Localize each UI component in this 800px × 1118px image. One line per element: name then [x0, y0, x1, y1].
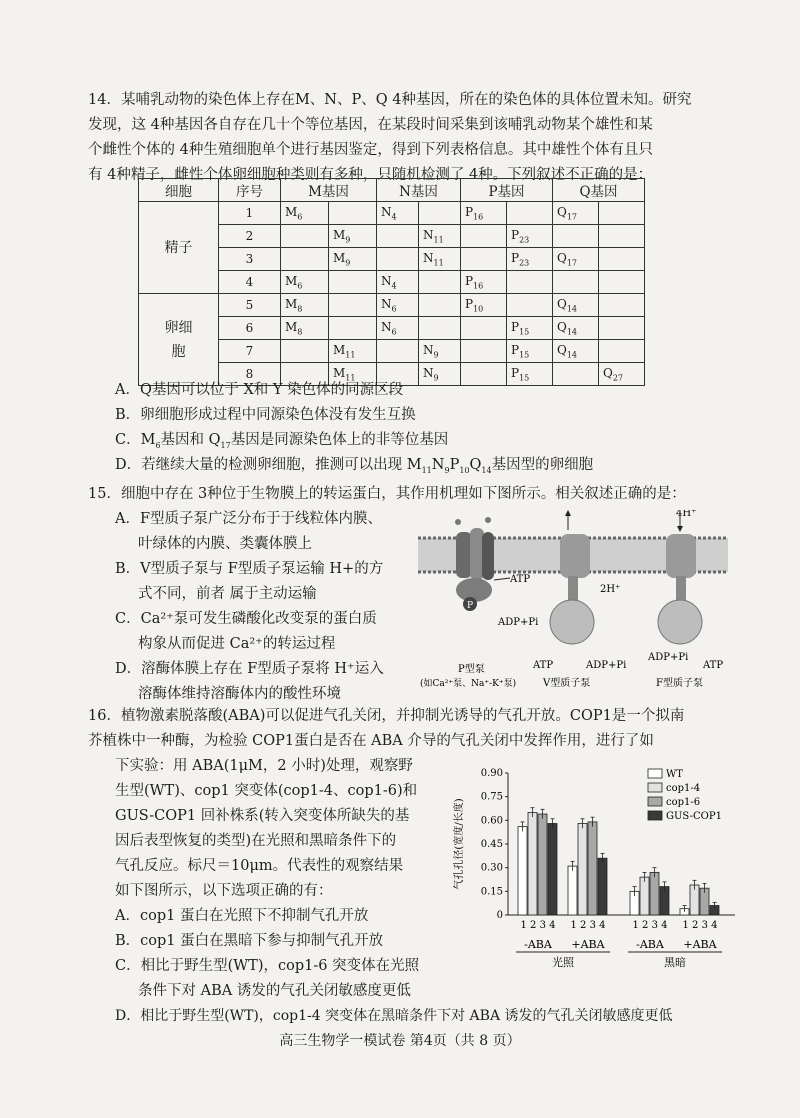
header-cell: M基因 — [281, 179, 377, 202]
header-cell: Q基因 — [553, 179, 645, 202]
q16-option-b[interactable]: B．cop1 蛋白在黑暗下参与抑制气孔开放 — [115, 933, 384, 949]
group-sperm: 精子 — [139, 202, 219, 294]
bar-cop1-4 — [528, 812, 537, 915]
table-row — [139, 202, 645, 225]
q15-option-b-cont: 式不同，前者 属于主动运输 — [138, 586, 317, 602]
gene-cell — [419, 202, 461, 225]
gene-cell — [281, 271, 329, 294]
y-tick-label: 0.60 — [480, 815, 503, 827]
sub-part: 11 — [421, 465, 432, 475]
gene-cell — [419, 271, 461, 294]
gene-letter: M — [333, 365, 346, 380]
gene-cell — [599, 202, 645, 225]
gene-cell — [507, 202, 553, 225]
q14-line: 14．某哺乳动物的染色体上存在M、N、P、Q 4种基因，所在的染色体的具体位置未知。研究 — [88, 92, 692, 108]
q16-option-c-cont: 条件下对 ABA 诱发的气孔关闭敏感度更低 — [138, 983, 411, 999]
gene-cell — [419, 363, 461, 386]
gene-subscript: 4 — [391, 212, 397, 222]
v-type-pump-shape — [550, 510, 594, 644]
p-pump-label: P型泵 — [458, 664, 485, 675]
gene-letter: Q — [557, 296, 567, 311]
group-label: -ABA — [636, 938, 664, 951]
v-pump-atp: ATP — [533, 660, 554, 671]
gene-subscript: 23 — [519, 235, 530, 245]
legend-swatch — [648, 797, 662, 806]
p-pump-example: (如Ca²⁺泵、Na⁺-K⁺泵) — [420, 679, 517, 689]
q15-option-c-cont: 构象从而促进 Ca²⁺的转运过程 — [138, 636, 336, 652]
text-part: 基因型的卵细胞 — [491, 457, 594, 473]
gene-cell — [507, 248, 553, 271]
gene-letter: P — [465, 296, 474, 311]
q15-stem: 15．细胞中存在 3种位于生物膜上的转运蛋白，其作用机理如下图所示。相关叙述正确的是： — [88, 486, 686, 502]
legend-swatch — [648, 811, 662, 820]
gene-cell — [377, 248, 419, 271]
f-pump-label: F型质子泵 — [656, 678, 703, 689]
gene-letter: P — [465, 273, 474, 288]
gene-subscript: 6 — [391, 304, 397, 314]
gene-cell — [377, 271, 419, 294]
gene-subscript: 6 — [391, 327, 397, 337]
q16-line: GUS-COP1 回补株系(转入突变体所缺失的基 — [115, 808, 410, 824]
f-pump-adp: ADP+Pi — [648, 652, 689, 663]
legend-swatch — [648, 769, 662, 778]
p-pump-atp: ATP — [510, 574, 531, 585]
gene-cell — [281, 225, 329, 248]
sub-part: 14 — [481, 465, 492, 475]
gene-cell — [553, 340, 599, 363]
gene-letter: M — [333, 227, 346, 242]
sub-part: 10 — [459, 465, 470, 475]
gene-subscript: 9 — [433, 373, 439, 383]
gene-table — [138, 178, 645, 386]
gene-subscript: 15 — [519, 350, 530, 360]
v-pump-adp: ADP+Pi — [586, 660, 627, 671]
y-tick-label: 0.45 — [480, 839, 503, 850]
gene-letter: P — [511, 227, 520, 242]
q16-line: 因后表型恢复的类型)在光照和黑暗条件下的 — [115, 833, 397, 849]
bar-cop1-6 — [588, 822, 597, 915]
sub-part: 9 — [444, 465, 450, 475]
f-pump-atp: ATP — [703, 660, 724, 671]
gene-cell — [507, 340, 553, 363]
f-type-pump-shape — [658, 516, 702, 644]
gene-subscript: 6 — [297, 212, 303, 222]
gene-cell — [461, 340, 507, 363]
gene-cell — [599, 340, 645, 363]
q16-option-a[interactable]: A．cop1 蛋白在光照下不抑制气孔开放 — [115, 908, 369, 924]
gene-subscript: 14 — [566, 327, 578, 337]
gene-cell — [329, 248, 377, 271]
row-number: 6 — [219, 317, 281, 340]
gene-cell — [461, 294, 507, 317]
bar-WT — [568, 866, 577, 915]
gene-cell — [419, 225, 461, 248]
gene-cell — [507, 317, 553, 340]
row-number: 7 — [219, 340, 281, 363]
gene-subscript: 11 — [433, 258, 444, 268]
gene-subscript: 17 — [566, 258, 578, 268]
gene-subscript: 10 — [473, 304, 484, 314]
gene-subscript: 14 — [566, 304, 578, 314]
gene-subscript: 15 — [519, 327, 530, 337]
gene-cell — [553, 317, 599, 340]
gene-letter: Q — [557, 250, 567, 265]
legend-label: cop1-6 — [666, 797, 701, 808]
bar-GUS-COP1 — [598, 858, 607, 915]
row-number: 2 — [219, 225, 281, 248]
gene-cell — [329, 202, 377, 225]
header-cell: 序号 — [219, 179, 281, 202]
gene-cell — [377, 294, 419, 317]
group-label: -ABA — [524, 938, 552, 951]
row-number: 5 — [219, 294, 281, 317]
y-tick-label: 0.75 — [480, 791, 503, 803]
gene-cell — [281, 248, 329, 271]
text-part: N — [431, 457, 445, 473]
y-tick-label: 0.30 — [480, 862, 503, 874]
gene-cell — [281, 294, 329, 317]
legend-label: GUS-COP1 — [666, 811, 722, 822]
gene-letter: P — [511, 365, 520, 380]
text-part: Q — [469, 457, 482, 473]
gene-subscript: 9 — [433, 350, 439, 360]
q15-option-a[interactable]: A．F型质子泵广泛分布于于线粒体内膜、 — [115, 511, 383, 527]
gene-cell — [377, 202, 419, 225]
legend-swatch — [648, 783, 662, 792]
q15-option-d[interactable]: D．溶酶体膜上存在 F型质子泵将 H⁺运入 — [115, 661, 384, 677]
gene-letter: P — [511, 250, 520, 265]
gene-subscript: 14 — [566, 350, 578, 360]
header-cell: N基因 — [377, 179, 461, 202]
gene-letter: M — [285, 319, 298, 334]
gene-subscript: 27 — [612, 373, 624, 383]
gene-letter: Q — [557, 204, 567, 219]
gene-cell — [599, 248, 645, 271]
gene-cell — [553, 248, 599, 271]
gene-letter: P — [511, 342, 520, 357]
sub-part: 6 — [155, 440, 161, 450]
gene-subscript: 16 — [473, 212, 484, 222]
q14-stem — [88, 88, 738, 188]
gene-cell — [329, 340, 377, 363]
row-number: 1 — [219, 202, 281, 225]
group-ticks: 1 2 3 4 — [520, 920, 556, 931]
legend-label: cop1-4 — [666, 783, 701, 794]
gene-cell — [461, 202, 507, 225]
gene-letter: Q — [557, 319, 567, 334]
gene-cell — [461, 225, 507, 248]
text-part: C．M — [115, 432, 156, 448]
stomata-bar-chart — [450, 765, 740, 995]
gene-letter: M — [285, 296, 298, 311]
table-row — [139, 294, 645, 317]
page-footer: 高三生物学一模试卷 第4页（共 8 页） — [279, 1033, 521, 1049]
gene-letter: N — [423, 250, 434, 265]
q16-option-c[interactable]: C．相比于野生型(WT)，cop1-6 突变体在光照 — [115, 958, 420, 974]
gene-subscript: 16 — [473, 281, 484, 291]
gene-cell — [507, 294, 553, 317]
gene-cell — [419, 340, 461, 363]
gene-cell — [599, 271, 645, 294]
condition-label-light: 光照 — [552, 956, 574, 969]
y-axis-label: 气孔孔径(宽度/长度) — [454, 798, 465, 890]
gene-letter: P — [511, 319, 520, 334]
q16-line: 气孔反应。标尺＝10μm。代表性的观察结果 — [115, 858, 404, 874]
group-ticks: 1 2 3 4 — [682, 920, 718, 931]
text-part: D．若继续大量的检测卵细胞，推测可以出现 M — [115, 457, 422, 473]
gene-letter: N — [423, 342, 434, 357]
q16-line: 下实验：用 ABA(1μM，2 小时)处理，观察野 — [115, 758, 413, 774]
q16-stem — [88, 704, 738, 754]
group-label: +ABA — [683, 938, 717, 951]
q16-stem-narrow — [115, 754, 445, 904]
gene-cell — [281, 202, 329, 225]
gene-cell — [377, 340, 419, 363]
q15-option-d-cont: 溶酶体维持溶酶体内的酸性环境 — [138, 686, 341, 702]
phosphate-label: P — [467, 601, 474, 611]
condition-label-dark: 黑暗 — [664, 956, 686, 969]
gene-letter: Q — [603, 365, 613, 380]
text-part: 基因和 Q — [160, 432, 221, 448]
bar-cop1-6 — [650, 872, 659, 915]
gene-subscript: 23 — [519, 258, 530, 268]
gene-cell — [599, 363, 645, 386]
sub-part: 17 — [220, 440, 231, 450]
group-label: +ABA — [571, 938, 605, 951]
q16-line: 芥植株中一种酶，为检验 COP1蛋白是否在 ABA 介导的气孔关闭中发挥作用，进行了如 — [88, 733, 654, 749]
gene-subscript: 9 — [345, 235, 351, 245]
y-tick-label: 0 — [496, 910, 503, 921]
gene-subscript: 8 — [297, 327, 303, 337]
pump-diagram — [418, 510, 728, 700]
gene-cell — [419, 317, 461, 340]
bar-WT — [518, 827, 527, 915]
gene-cell — [377, 225, 419, 248]
gene-cell — [461, 363, 507, 386]
q16-line: 生型(WT)、cop1 突变体(cop1-4、cop1-6)和 — [115, 783, 418, 799]
gene-cell — [329, 271, 377, 294]
gene-letter: N — [381, 204, 392, 219]
gene-cell — [461, 271, 507, 294]
gene-subscript: 9 — [345, 258, 351, 268]
q14-line: 有 4种精子，雌性个体卵细胞种类则有多种，只随机检测了 4种。下列叙述不正确的是： — [88, 167, 653, 183]
v-pump-2h: 2H⁺ — [600, 584, 621, 595]
group-ticks: 1 2 3 4 — [632, 920, 668, 931]
gene-cell — [419, 294, 461, 317]
text-part: P — [449, 457, 460, 473]
gene-cell — [461, 248, 507, 271]
text-part: 基因是同源染色体上的非等位基因 — [230, 432, 449, 448]
gene-subscript: 8 — [297, 304, 303, 314]
bar-cop1-4 — [640, 877, 649, 915]
gene-cell — [507, 225, 553, 248]
row-number: 4 — [219, 271, 281, 294]
gene-subscript: 11 — [433, 235, 444, 245]
group-egg: 卵细胞 — [139, 294, 219, 386]
gene-cell — [599, 317, 645, 340]
gene-letter: N — [423, 227, 434, 242]
gene-cell — [377, 317, 419, 340]
gene-cell — [507, 271, 553, 294]
gene-cell — [281, 340, 329, 363]
gene-cell — [461, 317, 507, 340]
gene-cell — [281, 317, 329, 340]
gene-cell — [553, 202, 599, 225]
q16-line: 16．植物激素脱落酸(ABA)可以促进气孔关闭，并抑制光诱导的气孔开放。COP1是一个拟南 — [88, 708, 685, 724]
q14-option-b[interactable]: B．卵细胞形成过程中同源染色体没有发生互换 — [115, 407, 416, 423]
group-ticks: 1 2 3 4 — [570, 920, 606, 931]
gene-letter: M — [285, 273, 298, 288]
q14-line: 发现，这 4种基因各自存在几十个等位基因，在某段时间采集到该哺乳动物某个雄性和某 — [88, 117, 653, 133]
gene-subscript: 11 — [345, 350, 356, 360]
q14-line: 个雌性个体的 4种生殖细胞单个进行基因鉴定，得到下列表格信息。其中雄性个体有且只 — [88, 142, 653, 158]
gene-cell — [553, 294, 599, 317]
f-pump-4h: 4H⁺ — [676, 510, 697, 519]
bar-GUS-COP1 — [548, 823, 557, 915]
gene-cell — [553, 363, 599, 386]
gene-letter: N — [381, 296, 392, 311]
y-tick-label: 0.90 — [480, 768, 503, 779]
gene-subscript: 17 — [566, 212, 578, 222]
gene-cell — [329, 225, 377, 248]
row-number: 8 — [219, 363, 281, 386]
bar-cop1-6 — [538, 814, 547, 915]
gene-subscript: 6 — [297, 281, 303, 291]
q15-option-a-cont: 叶绿体的内膜、类囊体膜上 — [138, 536, 312, 552]
gene-letter: N — [381, 273, 392, 288]
bar-cop1-4 — [578, 823, 587, 915]
gene-letter: M — [333, 342, 346, 357]
gene-cell — [599, 294, 645, 317]
q14-option-d[interactable] — [115, 453, 593, 483]
q15-option-b[interactable]: B．V型质子泵与 F型质子泵运输 H+的方 — [115, 561, 384, 577]
gene-subscript: 15 — [519, 373, 530, 383]
gene-subscript: 11 — [345, 373, 356, 383]
q16-option-d[interactable]: D．相比于野生型(WT)，cop1-4 突变体在黑暗条件下对 ABA 诱发的气孔关闭敏感度更低 — [115, 1008, 673, 1024]
gene-cell — [329, 294, 377, 317]
gene-cell — [553, 225, 599, 248]
header-cell: 细胞 — [139, 179, 219, 202]
gene-cell — [419, 248, 461, 271]
row-number: 3 — [219, 248, 281, 271]
legend-label: WT — [666, 769, 683, 780]
p-pump-adp: ADP+Pi — [498, 617, 539, 628]
table-header-row — [139, 179, 645, 202]
header-cell: P基因 — [461, 179, 553, 202]
gene-cell — [553, 271, 599, 294]
gene-cell — [507, 363, 553, 386]
gene-letter: N — [423, 365, 434, 380]
gene-letter: P — [465, 204, 474, 219]
q15-option-c[interactable]: C．Ca²⁺泵可发生磷酸化改变泵的蛋白质 — [115, 611, 377, 627]
y-tick-label: 0.15 — [480, 886, 503, 898]
q16-line: 如下图所示，以下选项正确的有： — [115, 883, 333, 899]
gene-letter: N — [381, 319, 392, 334]
gene-subscript: 4 — [391, 281, 397, 291]
gene-cell — [599, 225, 645, 248]
gene-letter: M — [333, 250, 346, 265]
q14-option-a[interactable]: A．Q基因可以位于 X和 Y 染色体的同源区段 — [115, 382, 404, 398]
gene-letter: Q — [557, 342, 567, 357]
v-pump-label: V型质子泵 — [543, 678, 591, 689]
gene-letter: M — [285, 204, 298, 219]
gene-cell — [329, 317, 377, 340]
